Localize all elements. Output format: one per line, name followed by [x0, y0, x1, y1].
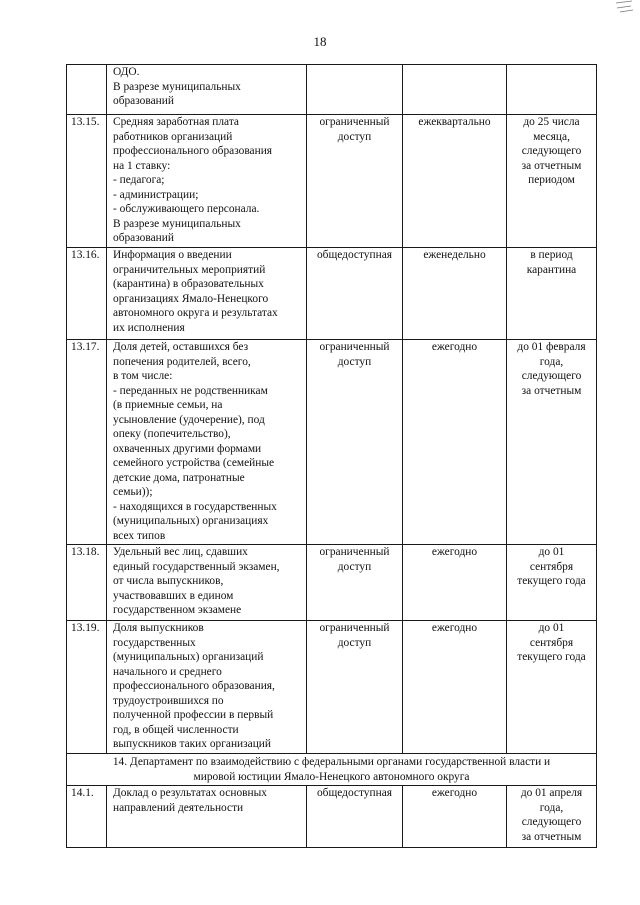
indicator-name-line: ограничительных мероприятий — [113, 263, 266, 276]
indicator-name-cell — [107, 621, 307, 754]
indicator-name-line: семьи)); — [113, 486, 153, 498]
deadline-line: месяца, — [533, 130, 570, 143]
indicator-name-line: год, в общей численности — [113, 723, 239, 736]
indicator-name-line: опеку (попечительство), — [113, 428, 231, 440]
indicator-name-line: - находящихся в государственных — [113, 500, 277, 513]
indicator-name-line: образований — [113, 95, 174, 107]
periodicity-cell — [403, 115, 507, 248]
access-level-cell — [307, 248, 403, 340]
indicator-name-line: - администрации; — [113, 188, 199, 201]
indicator-name-line: автономного округа и результатах — [113, 307, 278, 319]
access-level-cell — [307, 65, 403, 115]
access-level-line: доступ — [337, 636, 372, 649]
indicator-name-line: трудоустроившихся по — [113, 694, 224, 707]
table-row — [67, 786, 597, 848]
access-level-line: ограниченный — [319, 622, 390, 634]
indicator-name-line: - обслуживающего персонала. — [113, 203, 260, 215]
deadline-line: до 01 — [538, 546, 565, 558]
indicator-name-line: участвовавших в едином — [113, 589, 234, 602]
indicator-name-line: выпускников таких организаций — [113, 738, 271, 750]
indicator-name-line: работников организаций — [113, 130, 233, 143]
indicator-name-line: - педагога; — [113, 174, 165, 186]
deadline-line: до 01 апреля — [520, 787, 583, 799]
access-level-cell — [307, 115, 403, 248]
section-title-line: 14. Департамент по взаимодействию с федеральными органами государственной власти и — [112, 756, 551, 768]
indicator-name-line: Удельный вес лиц, сдавших — [113, 546, 248, 558]
indicator-name-line: усыновление (удочерение), под — [113, 413, 265, 426]
indicator-name-cell — [107, 340, 307, 545]
table-row — [67, 115, 597, 248]
access-level-line: ограниченный — [319, 341, 390, 353]
row-number: 13.16. — [67, 248, 107, 340]
periodicity-cell — [403, 65, 507, 115]
indicator-name-cell — [107, 786, 307, 848]
access-level-line: ограниченный — [319, 546, 390, 558]
periodicity-cell — [403, 248, 507, 340]
deadline-line: за отчетным — [521, 159, 582, 172]
deadline-line: сентября — [529, 636, 574, 649]
deadline-cell — [507, 621, 597, 754]
row-number: 13.18. — [67, 545, 107, 621]
deadline-line: периодом — [528, 174, 575, 186]
page-number: 18 — [313, 34, 327, 49]
deadline-line: карантина — [526, 263, 577, 276]
indicator-name-line: Доля детей, оставшихся без — [113, 341, 249, 353]
deadline-line: года, — [539, 801, 564, 814]
section-title-line: мировой юстиции Ямало-Ненецкого автономного округа — [193, 770, 470, 783]
indicator-name-cell — [107, 545, 307, 621]
row-number: 13.17. — [67, 340, 107, 545]
indicator-name-line: попечения родителей, всего, — [113, 355, 251, 368]
deadline-line: года, — [539, 355, 564, 368]
deadline-cell — [507, 65, 597, 115]
section-row — [67, 754, 597, 786]
indicator-name-line: (карантина) в образовательных — [113, 278, 264, 290]
access-level-cell — [307, 621, 403, 754]
access-level-cell — [307, 340, 403, 545]
indicator-name-line: (муниципальных) организаций — [113, 651, 264, 663]
table-row — [67, 621, 597, 754]
indicator-name-line: направлений деятельности — [113, 801, 244, 814]
access-level-line: доступ — [337, 130, 372, 143]
row-number: 14.1. — [67, 786, 107, 848]
periodicity-line: еженедельно — [423, 249, 486, 261]
access-level-line: доступ — [337, 560, 372, 573]
indicator-name-line: их исполнения — [113, 321, 185, 334]
deadline-line: до 01 февраля — [517, 341, 586, 353]
indicator-name-line: Доклад о результатах основных — [113, 787, 267, 799]
indicator-name-line: государственном экзамене — [113, 604, 242, 616]
indicator-name-line: государственных — [113, 636, 196, 649]
deadline-line: следующего — [521, 816, 582, 828]
periodicity-cell — [403, 621, 507, 754]
deadline-cell — [507, 115, 597, 248]
indicator-name-line: организациях Ямало-Ненецкого — [113, 292, 269, 305]
access-level-line: общедоступная — [316, 249, 392, 261]
indicator-name-line: в том числе: — [113, 370, 173, 382]
indicator-name-line: полученной профессии в первый — [113, 709, 274, 721]
access-level-line: общедоступная — [316, 787, 392, 799]
indicator-name-line: начального и среднего — [113, 665, 222, 678]
indicator-name-line: от числа выпускников, — [113, 575, 224, 587]
indicator-name-line: - переданных не родственникам — [113, 384, 268, 397]
deadline-line: текущего года — [517, 575, 586, 587]
indicator-name-line: В разрезе муниципальных — [113, 80, 241, 93]
deadline-line: до 25 числа — [523, 116, 580, 128]
deadline-line: сентября — [529, 560, 574, 573]
indicator-name-line: семейного устройства (семейные — [113, 457, 275, 469]
row-number: 13.19. — [67, 621, 107, 754]
deadline-cell — [507, 545, 597, 621]
scan-artifact — [614, 0, 634, 14]
indicator-name-line: (муниципальных) организациях — [113, 515, 269, 527]
indicator-name-line: Информация о введении — [113, 249, 232, 261]
indicator-name-line: (в приемные семьи, на — [113, 399, 223, 411]
deadline-line: за отчетным — [521, 384, 582, 397]
access-level-cell — [307, 786, 403, 848]
indicator-name-line: профессионального образования, — [113, 680, 275, 692]
section-title — [67, 754, 597, 786]
periodicity-line: ежегодно — [431, 787, 478, 799]
periodicity-line: ежегодно — [431, 622, 478, 634]
deadline-line: за отчетным — [521, 830, 582, 843]
indicator-name-line: охваченных другими формами — [113, 442, 262, 455]
indicator-name-cell — [107, 65, 307, 115]
deadline-line: следующего — [521, 145, 582, 157]
access-level-line: доступ — [337, 355, 372, 368]
deadline-cell — [507, 340, 597, 545]
deadline-line: текущего года — [517, 651, 586, 663]
indicator-name-line: всех типов — [113, 529, 166, 542]
deadline-cell — [507, 248, 597, 340]
indicator-name-cell — [107, 115, 307, 248]
indicator-name-line: ОДО. — [113, 66, 140, 78]
periodicity-cell — [403, 340, 507, 545]
row-number — [67, 65, 107, 115]
access-level-line: ограниченный — [319, 116, 390, 128]
indicator-name-line: образований — [113, 232, 174, 244]
indicator-name-line: на 1 ставку: — [113, 159, 171, 172]
indicator-name-line: В разрезе муниципальных — [113, 217, 241, 230]
table-row — [67, 340, 597, 545]
indicator-name-line: профессионального образования — [113, 145, 273, 157]
deadline-line: до 01 — [538, 622, 565, 634]
deadline-cell — [507, 786, 597, 848]
indicator-name-line: детские дома, патронатные — [113, 471, 245, 484]
indicator-name-line: Средняя заработная плата — [113, 116, 239, 128]
periodicity-line: ежеквартально — [418, 116, 491, 128]
access-level-cell — [307, 545, 403, 621]
periodicity-cell — [403, 786, 507, 848]
data-table — [66, 64, 597, 848]
table-row — [67, 248, 597, 340]
indicator-name-line: Доля выпускников — [113, 622, 204, 634]
deadline-line: следующего — [521, 370, 582, 382]
table-row — [67, 545, 597, 621]
table-row — [67, 65, 597, 115]
indicator-name-line: единый государственный экзамен, — [113, 560, 280, 573]
periodicity-line: ежегодно — [431, 546, 478, 558]
indicator-name-cell — [107, 248, 307, 340]
periodicity-cell — [403, 545, 507, 621]
deadline-line: в период — [530, 249, 573, 261]
periodicity-line: ежегодно — [431, 341, 478, 353]
row-number: 13.15. — [67, 115, 107, 248]
